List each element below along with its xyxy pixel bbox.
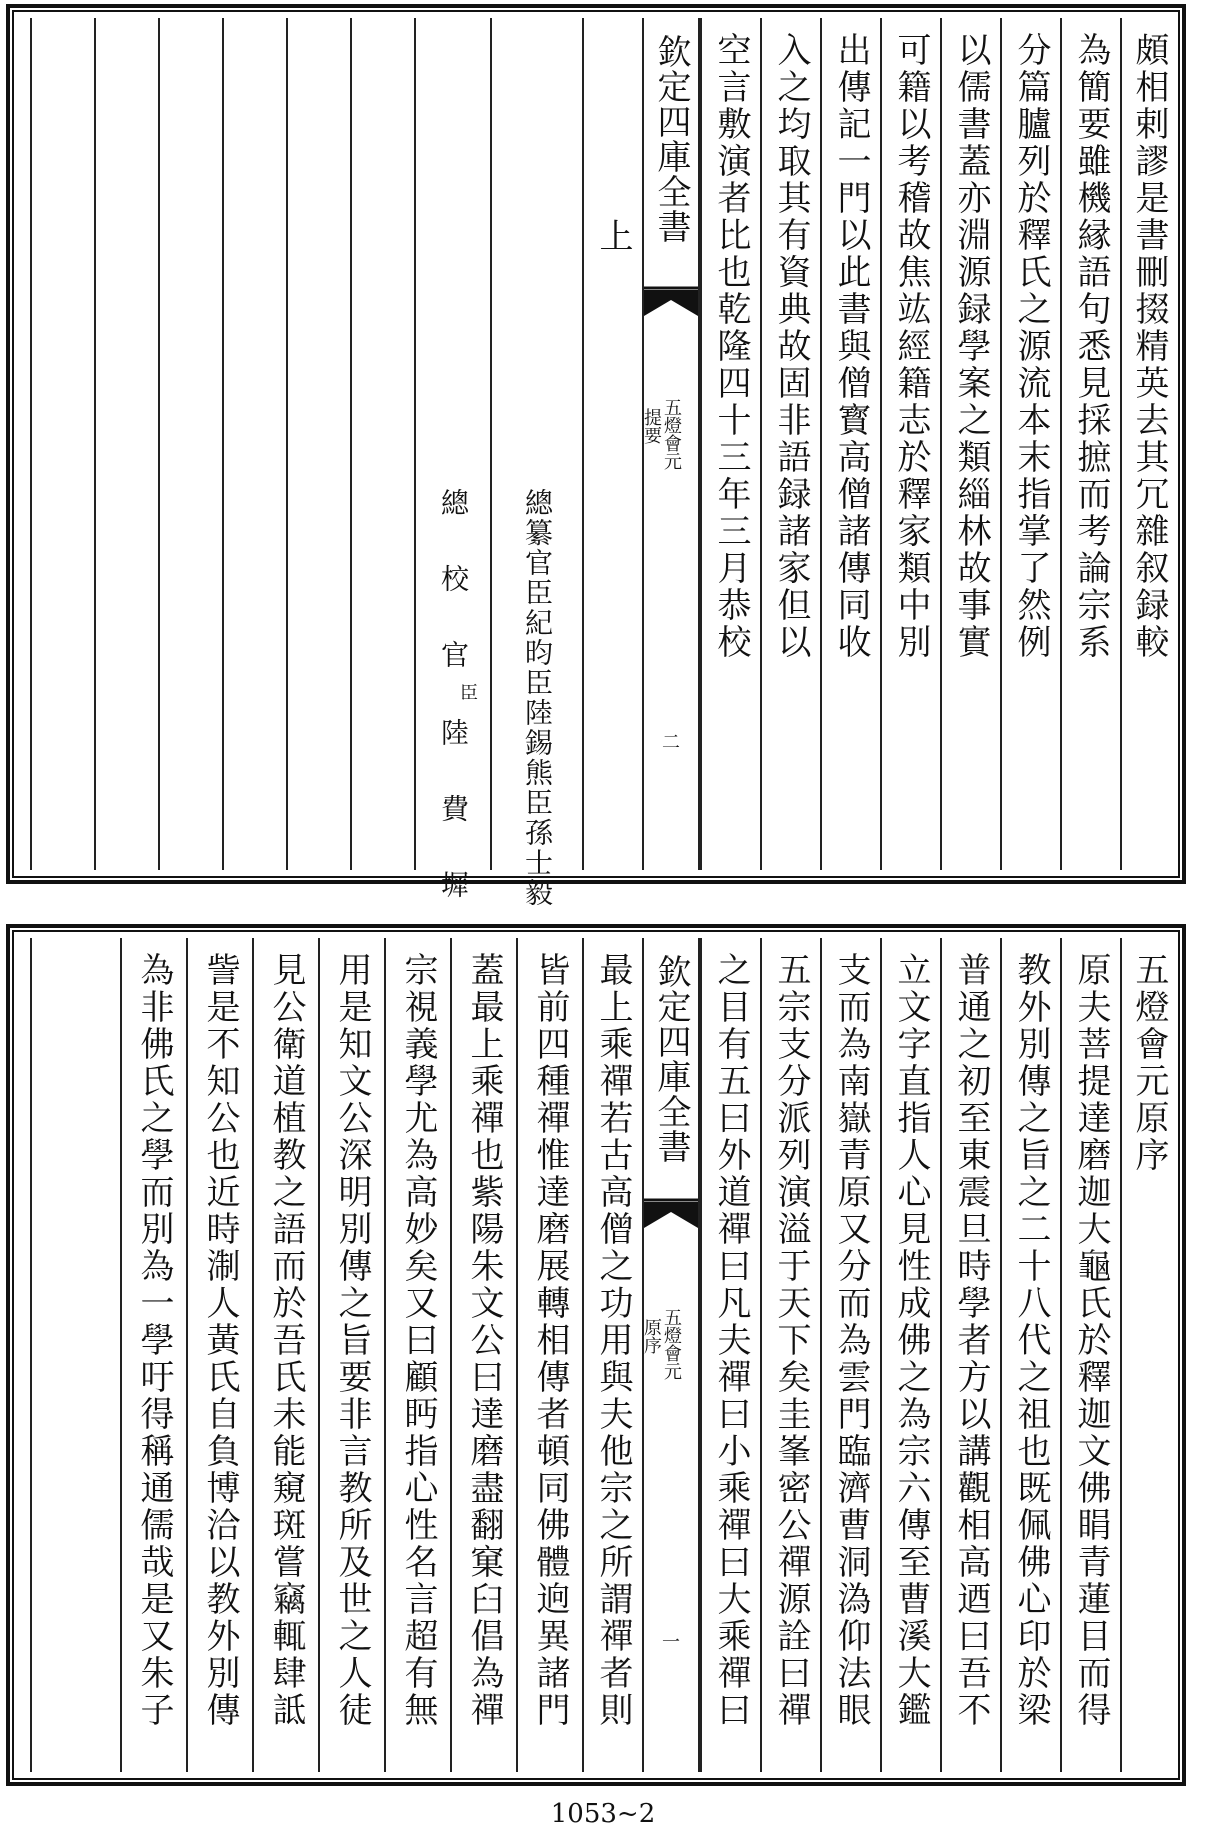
spine-title: 欽定四庫全書	[651, 34, 691, 244]
spine-page-number: 二	[662, 732, 680, 753]
text-column	[582, 18, 642, 870]
column-text: 五宗支分派列演溢于天下矣圭峯密公禪源詮曰禪	[771, 952, 811, 1729]
text-column	[384, 938, 450, 1772]
text-column	[1060, 18, 1120, 870]
text-column	[820, 938, 880, 1772]
blank-column	[222, 18, 286, 870]
spine-title: 欽定四庫全書	[651, 954, 691, 1164]
editor-column	[414, 18, 490, 908]
text-column	[582, 938, 642, 1772]
text-column	[940, 938, 1000, 1772]
text-column	[450, 938, 516, 1772]
text-column	[120, 938, 186, 1772]
editor-chen: 臣	[457, 683, 478, 704]
editor-line-1: 總纂官臣紀昀臣陸錫熊臣孫士毅	[521, 488, 554, 908]
book-spine	[642, 18, 700, 870]
fishtail-mark	[644, 1198, 698, 1258]
column-text: 支而為南嶽青原又分而為雲門臨濟曹洞溈仰法眼	[831, 952, 871, 1729]
text-column	[252, 938, 318, 1772]
spine-book-title: 五燈會元	[661, 1308, 682, 1380]
column-text: 普通之初至東震旦時學者方以講觀相高迺曰吾不	[951, 952, 991, 1729]
column-text: 為非佛氏之學而別為一學吁得稱通儒哉是又朱子	[134, 952, 174, 1729]
column-text: 分篇臚列於釋氏之源流本末指掌了然例	[1011, 32, 1051, 661]
column-text: 入之均取其有資典故固非語録諸家但以	[771, 32, 811, 661]
column-text: 以儒書蓋亦淵源録學案之類緇林故事實	[951, 32, 991, 661]
text-column	[760, 18, 820, 870]
text-column	[1120, 18, 1176, 870]
spine-page-number: 一	[662, 1632, 680, 1653]
text-column	[1120, 938, 1176, 1772]
column-text: 最上乘禪若古高僧之功用與夫他宗之所謂禪者則	[593, 952, 633, 1729]
editor-name: 陸 費 墀	[437, 718, 470, 908]
text-column	[186, 938, 252, 1772]
text-column	[880, 18, 940, 870]
blank-column	[30, 938, 120, 1772]
page-footer-number: 1053~2	[550, 1799, 656, 1829]
column-text: 皆前四種禪惟達磨展轉相傳者頓同佛體逈異諸門	[530, 952, 570, 1729]
blank-column	[94, 18, 158, 870]
spine-section: 原序	[641, 1318, 662, 1354]
bottom-page	[6, 924, 1186, 1786]
column-text: 之目有五曰外道禪曰凡夫禪曰小乘禪曰大乘禪曰	[711, 952, 751, 1729]
editor-column	[490, 18, 582, 908]
column-text: 五燈會元原序	[1129, 952, 1169, 1174]
column-text: 蓋最上乘禪也紫陽朱文公曰達磨盡翻窠臼倡為禪	[464, 952, 504, 1729]
text-column	[1000, 18, 1060, 870]
text-column	[1060, 938, 1120, 1772]
up-mark: 上	[593, 218, 633, 255]
blank-column	[30, 18, 94, 870]
column-text: 宗視義學尤為高妙矣又曰顧眄指心性名言超有無	[398, 952, 438, 1729]
blank-column	[158, 18, 222, 870]
text-column	[516, 938, 582, 1772]
column-text: 可籍以考稽故焦竑經籍志於釋家類中別	[891, 32, 931, 661]
spine-section: 提要	[641, 408, 662, 444]
column-text: 出傳記一門以此書與僧寳高僧諸傳同收	[831, 32, 871, 661]
blank-column	[286, 18, 350, 870]
spine-book-title: 五燈會元	[661, 398, 682, 470]
column-text: 訾是不知公也近時淛人黃氏自負博洽以教外別傳	[200, 952, 240, 1729]
column-text: 原夫菩提達磨迦大龜氏於釋迦文佛睊青蓮目而得	[1071, 952, 1111, 1729]
column-text: 立文字直指人心見性成佛之為宗六傳至曹溪大鑑	[891, 952, 931, 1729]
column-text: 頗相剌謬是書刪掇精英去其冗雜叙録較	[1129, 32, 1169, 661]
column-text: 為簡要雖機縁語句悉見採摭而考論宗系	[1071, 32, 1111, 661]
text-column	[700, 938, 760, 1772]
column-text: 見公衛道植教之語而於吾氏未能窺斑嘗竊輒肆詆	[266, 952, 306, 1729]
text-column	[318, 938, 384, 1772]
column-text: 教外別傳之旨之二十八代之祖也既佩佛心印於梁	[1011, 952, 1051, 1729]
editor-title: 總 校 官	[437, 488, 470, 678]
text-column	[700, 18, 760, 870]
text-column	[820, 18, 880, 870]
fishtail-mark	[644, 286, 698, 346]
column-text: 用是知文公深明別傳之旨要非言教所及世之人徒	[332, 952, 372, 1729]
text-column	[940, 18, 1000, 870]
column-text: 空言敷演者比也乾隆四十三年三月恭校	[711, 32, 751, 661]
text-column	[880, 938, 940, 1772]
book-spine	[642, 938, 700, 1772]
top-page	[6, 4, 1186, 908]
blank-column	[350, 18, 414, 870]
text-column	[760, 938, 820, 1772]
text-column	[1000, 938, 1060, 1772]
